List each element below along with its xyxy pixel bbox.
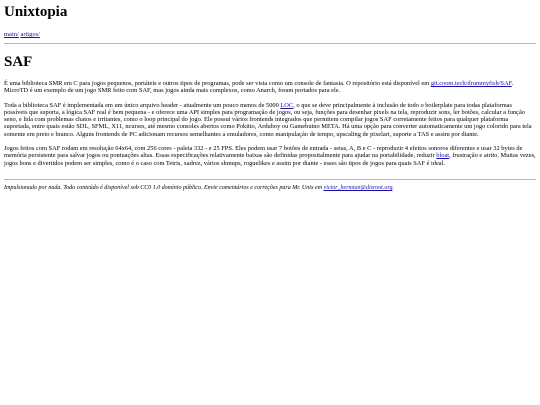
specs-text-a: Jogos feitos com SAF rodam em resolução 64x64, com 256 cores - paleta 332 - e 25 FPS. Eles podem usar 7 botões de entrada - setas, A, B e C - reproduzir 4 efeitos sonoros diferentes e usar 32 bytes de memória persistente para salvar jogos ou pontuações altas. Essas especificações relativamente baixas são definidas propositalmente para ajudar na portabilidade, reduzir (4, 145, 523, 160)
breadcrumb (4, 31, 536, 39)
site-title: Unixtopia (4, 4, 68, 20)
breadcrumb-main-link[interactable]: main/ (4, 31, 19, 38)
loc-link[interactable]: LOC (280, 101, 294, 109)
footer (4, 185, 536, 192)
intro-text-a: É uma biblioteca SMR em C para jogos pequenos, portáteis e outros tipos de programas, pode ser vista como um console de fantasia. O repositório está disponível em (4, 80, 431, 87)
specs-paragraph (4, 145, 536, 167)
footer-text: Impulsionado por nada. Todo conteúdo é disponível sob CC0 1.0 domínio público. Envie comentários e correções para Mr. Unix em (4, 184, 324, 191)
implementation-text-a: Toda a biblioteca SAF é implementada em um único arquivo header - atualmente um pouco menos de 5000 (4, 101, 281, 109)
breadcrumb-artigos-link[interactable]: artigos/ (20, 31, 40, 38)
page (0, 0, 540, 192)
repo-link[interactable]: git.coom.tech/drummyfish/SAF (430, 80, 512, 87)
footer-divider (4, 179, 536, 180)
implementation-text-b: , o que se deve principalmente à inclusão de todo o boilerplate para todas plataformas possíveis que suporta, a lógica SAF real é bem pequena - e oferece uma API simples para programação de jogos, ou seja, funções para desenhar pixels na tela, reproduzir sons, ler botões, calcular a função seno, e lida com problemas chatos e irritantes, como o loop principal do jogo. Ele possui vários frontends integrados que permitem compilar jogos SAF corretamente feitos para qualquer plataforma suportada, entre quais estão SDL, SFML, X11, ncurses, até mesmo consoles abertos como Pokitto, Arduboy ou Gamebuino META. Há uma opção para converter automaticamente um jogo colorido para tela somente em preto e branco. Alguns frontends de PC adicionam recursos semelhantes a emuladores, como manipulação de tempo, upscaling de pixelart, suporte a TAS e assim por diante. (4, 101, 532, 138)
page-title: SAF (4, 54, 33, 70)
implementation-paragraph (4, 102, 536, 138)
header-divider (4, 43, 536, 44)
intro-paragraph (4, 80, 536, 95)
bloat-link[interactable]: bloat (436, 152, 450, 160)
intro-text-b: . MicroTD é um exemplo de um jogo SMR feito com SAF, mas jogos ainda mais complexos, como Anarch, foram portados para ele. (4, 80, 514, 95)
footer-email-link[interactable]: victor_hermian@disroot.org (323, 184, 393, 191)
specs-text-b: , frustração e atrito. Muitas vezes, jogos bons e divertidos podem ser simples, como é o caso com Tetris, xadrez, vários shmups, roguelikes e assim por diante - esses são tipos de jogos para quais SAF é ideal. (4, 152, 536, 167)
footer-end: . (392, 184, 394, 191)
